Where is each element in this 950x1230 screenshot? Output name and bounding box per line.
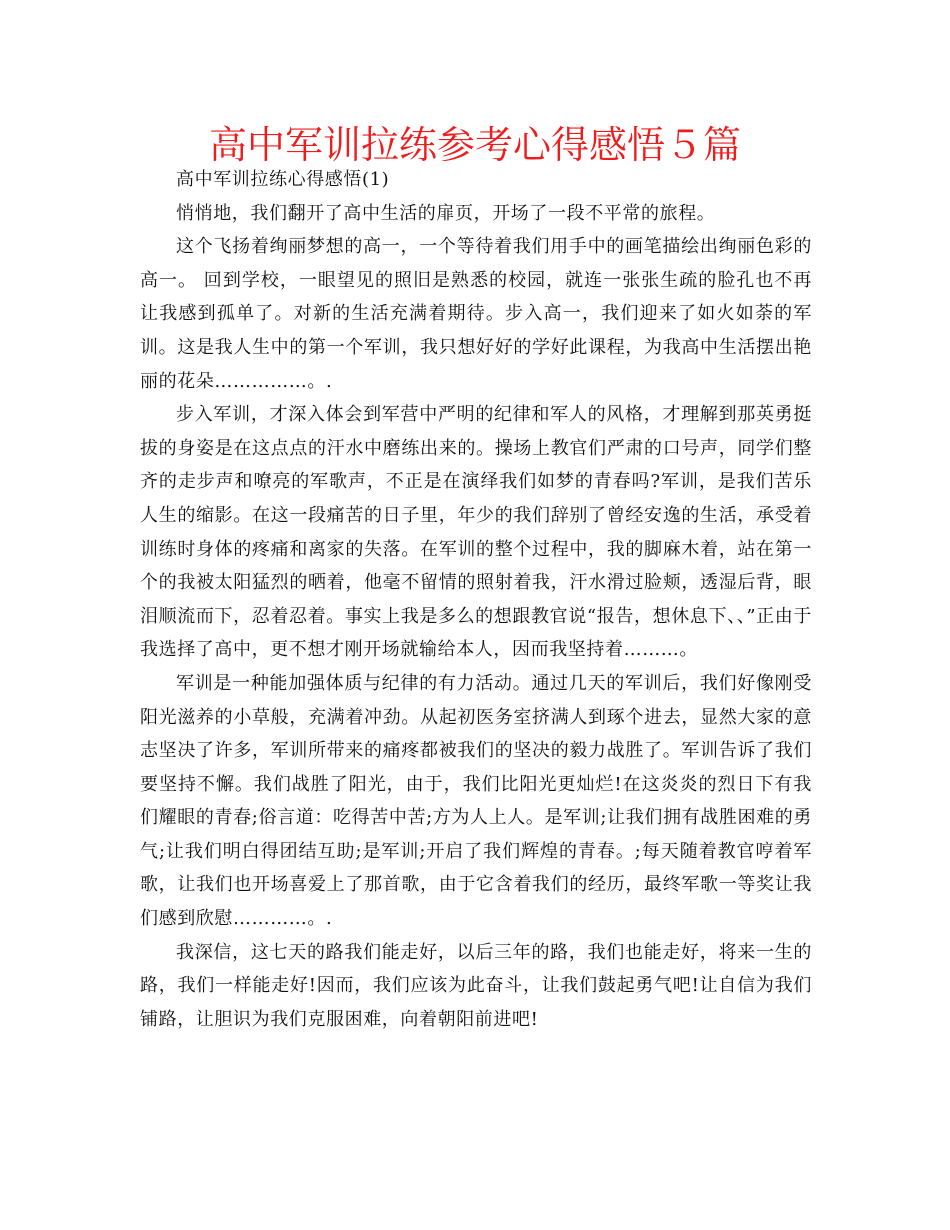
paragraph-2: 这个飞扬着绚丽梦想的高一，一个等待着我们用手中的画笔描绘出绚丽色彩的高一。 回到学校，一眼望见的照旧是熟悉的校园，就连一张张生疏的脸孔也不再让我感到孤单了。对新的生活充满着期待。步入高一，我们迎来了如火如荼的军训。这是我人生中的第一个军训，我只想好好的学好此课程，为我高中生活摆出艳丽的花朵……………。. bbox=[140, 236, 812, 392]
document-title: 高中军训拉练参考心得感悟５篇 bbox=[208, 123, 741, 167]
section-subtitle: 高中军训拉练心得感悟(1) bbox=[176, 169, 390, 190]
paragraph-1: 悄悄地，我们翻开了高中生活的扉页，开场了一段不平常的旅程。 bbox=[176, 202, 716, 224]
paragraph-5: 我深信，这七天的路我们能走好，以后三年的路，我们也能走好，将来一生的路，我们一样能走好!因而，我们应该为此奋斗，让我们鼓起勇气吧!让自信为我们铺路，让胆识为我们克服困难，向着朝阳前进吧! bbox=[140, 941, 812, 1030]
paragraph-4: 军训是一种能加强体质与纪律的有力活动。通过几天的军训后，我们好像刚受阳光滋养的小草般，充满着冲劲。从起初医务室挤满人到琢个进去，显然大家的意志坚决了许多，军训所带来的痛疼都被我们的坚决的毅力战胜了。军训告诉了我们要坚持不懈。我们战胜了阳光，由于，我们比阳光更灿烂!在这炎炎的烈日下有我们耀眼的青春;俗言道：吃得苦中苦;方为人上人。是军训;让我们拥有战胜困难的勇气;让我们明白得团结互助;是军训;开启了我们辉煌的青春。;每天随着教官哼着军歌，让我们也开场喜爱上了那首歌，由于它含着我们的经历，最终军歌一等奖让我们感到欣慰…………。. bbox=[140, 672, 812, 930]
document-body bbox=[140, 163, 812, 1036]
paragraph-3: 步入军训，才深入体会到军营中严明的纪律和军人的风格，才理解到那英勇挺拔的身姿是在这点点的汗水中磨练出来的。操场上教官们严肃的口号声，同学们整齐的走步声和嘹亮的军歌声，不正是在演绎我们如梦的青春吗?军训，是我们苦乐人生的缩影。在这一段痛苦的日子里，年少的我们辞别了曾经安逸的生活，承受着训练时身体的疼痛和离家的失落。在军训的整个过程中，我的脚麻木着，站在第一个的我被太阳猛烈的晒着，他毫不留情的照射着我，汗水滑过脸颊，透湿后背，眼泪顺流而下，忍着忍着。事实上我是多么的想跟教官说“报告，想休息下、、”正由于我选择了高中，更不想才刚开场就输给本人，因而我坚持着………。 bbox=[140, 404, 812, 661]
